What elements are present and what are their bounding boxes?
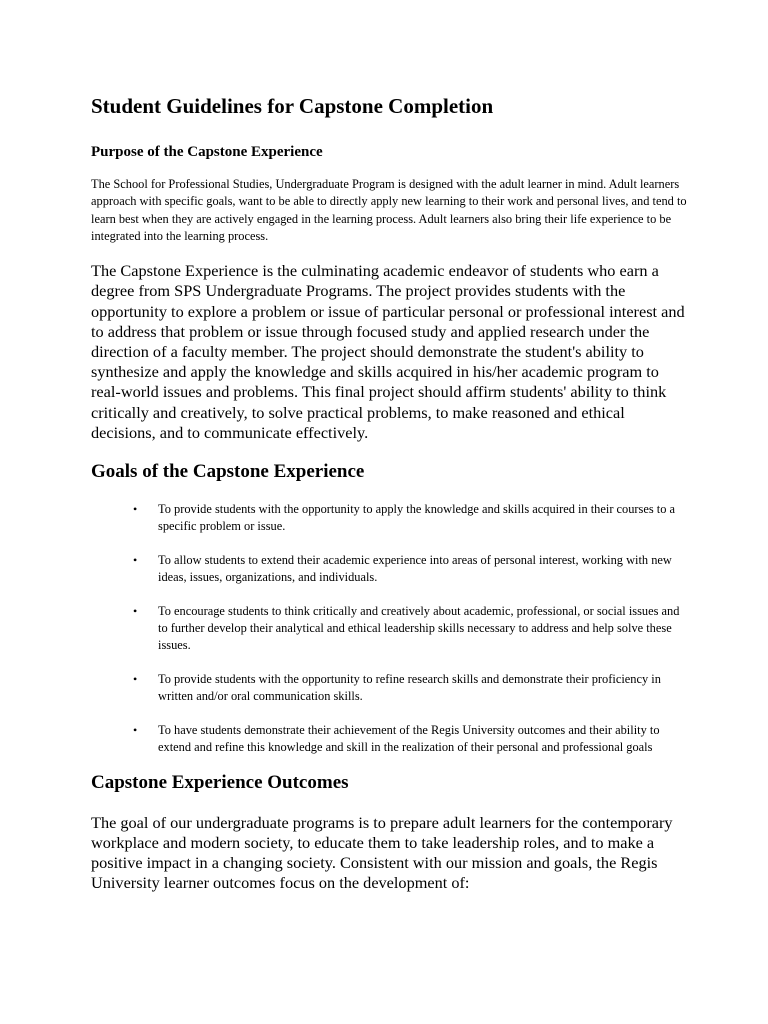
goal-list-item [91, 671, 688, 704]
bullet-icon: • [133, 502, 138, 517]
bullet-icon: • [133, 723, 138, 738]
goal-text: To encourage students to think critically and creatively about academic, professional, or social issues and to further develop their analytical and ethical leadership skills necessary to address and help solve these issues. [158, 604, 680, 652]
bullet-icon: • [133, 672, 138, 687]
purpose-intro-paragraph: The School for Professional Studies, Undergraduate Program is designed with the adult learner in mind. Adult learners approach with specific goals, want to be able to directly apply new learning to their work and personal lives, and tend to learn best when they are actively engaged in the learning process. Adult learners also bring their life experience to be integrated into the learning process. [91, 177, 687, 243]
goal-text: To provide students with the opportunity to refine research skills and demonstrate their proficiency in written and/or oral communication skills. [158, 672, 661, 703]
goal-text: To provide students with the opportunity to apply the knowledge and skills acquired in their courses to a specific problem or issue. [158, 502, 676, 533]
page-title: Student Guidelines for Capstone Completion [91, 94, 494, 118]
goal-text: To allow students to extend their academic experience into areas of personal interest, working with new ideas, issues, organizations, and individuals. [158, 553, 672, 584]
goal-list-item [91, 603, 688, 653]
bullet-icon: • [133, 553, 138, 568]
goal-list-item [91, 501, 688, 534]
purpose-body-paragraph: The Capstone Experience is the culminating academic endeavor of students who earn a degree from SPS Undergraduate Programs. The project provides students with the opportunity to explore a problem or issue of particular personal or professional interest and to address that problem or issue through focused study and applied research under the direction of a faculty member. The project should demonstrate the student's ability to synthesize and apply the knowledge and skills acquired in his/her academic program to real-world issues and problems. This final project should affirm students' ability to think critically and creatively, to solve practical problems, to make reasoned and ethical decisions, and to communicate effectively. [91, 261, 685, 442]
goal-list-item [91, 722, 688, 755]
goal-text: To have students demonstrate their achievement of the Regis University outcomes and their ability to extend and refine this knowledge and skill in the realization of their personal and professional goals [158, 723, 660, 754]
purpose-heading: Purpose of the Capstone Experience [91, 144, 323, 160]
goals-list [91, 501, 688, 756]
goal-list-item [91, 552, 688, 585]
outcomes-body-paragraph: The goal of our undergraduate programs is to prepare adult learners for the contemporary workplace and modern society, to educate them to take leadership roles, and to make a positive impact in a changing society. Consistent with our mission and goals, the Regis University learner outcomes focus on the development of: [91, 812, 673, 893]
bullet-icon: • [133, 604, 138, 619]
goals-heading: Goals of the Capstone Experience [91, 461, 365, 483]
outcomes-heading: Capstone Experience Outcomes [91, 771, 349, 793]
